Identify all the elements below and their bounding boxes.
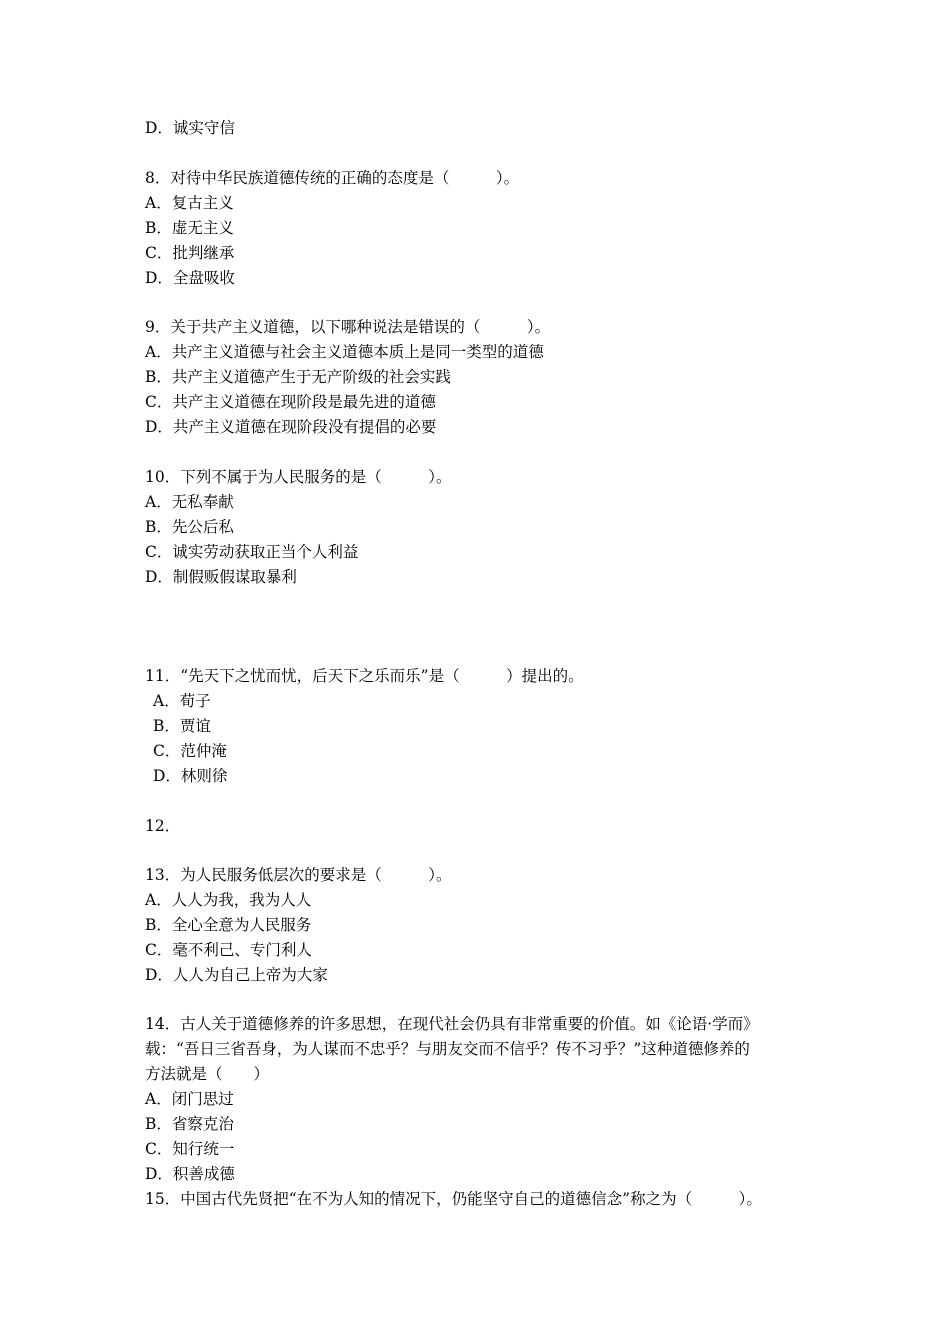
q8-stem: 8．对待中华民族道德传统的正确的态度是（ ）。 [145,169,520,187]
q14-option-b: B．省察克治 [145,1115,234,1133]
q11-option-d: D．林则徐 [153,767,228,785]
q10-option-a: A．无私奉献 [145,493,234,511]
q13-option-d: D．人人为自己上帝为大家 [145,966,328,984]
q8-option-d: D．全盘吸收 [145,269,235,287]
q7-option-d: D．诚实守信 [145,119,235,137]
q11-option-b: B．贾谊 [153,717,211,735]
q10-stem: 10．下列不属于为人民服务的是（ ）。 [145,468,452,486]
q13-option-a: A．人人为我，我为人人 [145,891,312,909]
q14-stem-line-3: 方法就是（ ） [145,1065,270,1083]
q8-option-b: B．虚无主义 [145,219,234,237]
q8-option-a: A．复古主义 [145,194,234,212]
q13-option-b: B．全心全意为人民服务 [145,916,312,934]
q14-option-d: D．积善成德 [145,1165,235,1183]
q10-option-d: D．制假贩假谋取暴利 [145,568,297,586]
q11-option-c: C．范仲淹 [153,742,227,760]
q10-option-b: B．先公后私 [145,518,234,536]
q9-option-c: C．共产主义道德在现阶段是最先进的道德 [145,393,436,411]
q9-option-d: D．共产主义道德在现阶段没有提倡的必要 [145,418,437,436]
q11-stem: 11．“先天下之忧而忧，后天下之乐而乐”是（ ）提出的。 [145,667,584,685]
q11-option-a: A．荀子 [153,692,211,710]
q9-stem: 9．关于共产主义道德，以下哪种说法是错误的（ ）。 [145,318,551,336]
q9-option-b: B．共产主义道德产生于无产阶级的社会实践 [145,368,451,386]
q10-option-c: C．诚实劳动获取正当个人利益 [145,543,359,561]
q8-option-c: C．批判继承 [145,244,235,262]
q14-stem-line-2: 载：“吾日三省吾身，为人谋而不忠乎？与朋友交而不信乎？传不习乎？”这种道德修养的 [145,1040,750,1058]
q14-option-c: C．知行统一 [145,1140,235,1158]
q15-stem: 15．中国古代先贤把“在不为人知的情况下，仍能坚守自己的道德信念”称之为（ ）。 [145,1190,762,1208]
q14-stem-line-1: 14．古人关于道德修养的许多思想，在现代社会仍具有非常重要的价值。如《论语·学而》 [145,1015,759,1033]
q9-option-a: A．共产主义道德与社会主义道德本质上是同一类型的道德 [145,343,544,361]
q13-option-c: C．毫不利己、专门利人 [145,941,312,959]
q13-stem: 13．为人民服务低层次的要求是（ ）。 [145,866,452,884]
q12-stem: 12． [145,817,181,835]
q14-option-a: A．闭门思过 [145,1090,234,1108]
